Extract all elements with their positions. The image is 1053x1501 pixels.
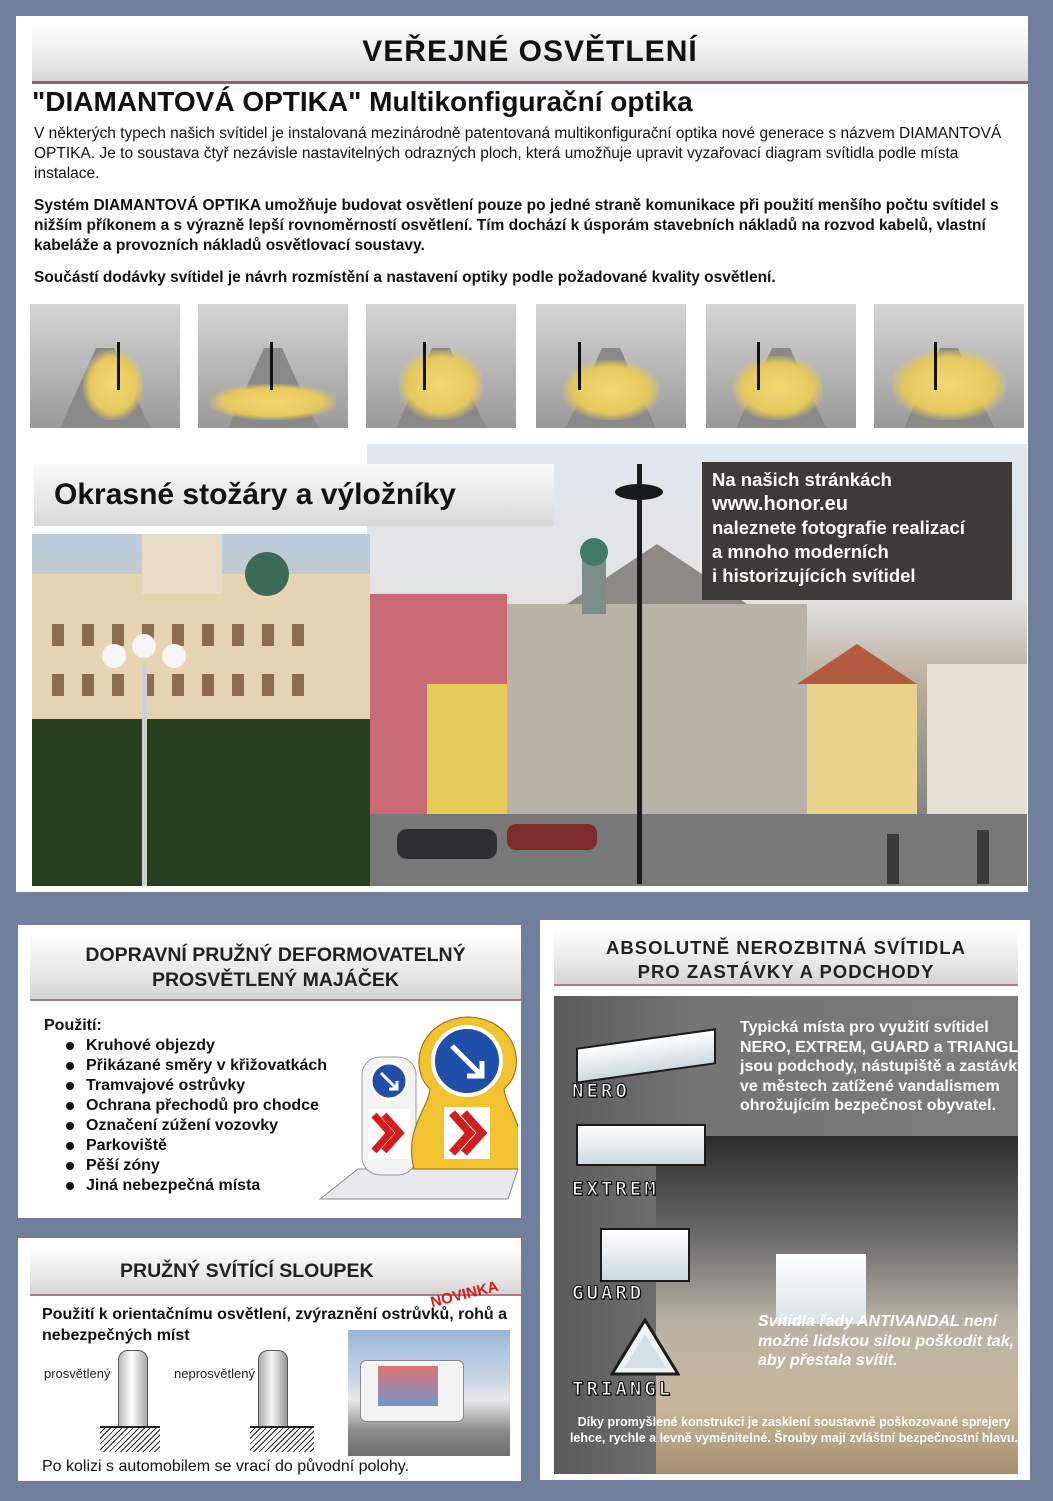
product-nero: NERO <box>572 1080 630 1102</box>
lit-label: prosvětlený <box>44 1366 111 1381</box>
product-extrem: EXTREM <box>572 1178 659 1200</box>
product-guard: GUARD <box>572 1282 645 1304</box>
guard-lamp-icon <box>600 1228 690 1282</box>
vandal-proof-panel <box>540 920 1030 1480</box>
top-panel <box>16 16 1028 892</box>
vandal-proof-heading <box>554 928 1018 986</box>
usage-list <box>66 1036 327 1196</box>
list-item: Pěší zóny <box>66 1156 327 1176</box>
beacon-heading <box>30 933 521 1001</box>
lit-post-ground <box>100 1426 160 1452</box>
list-item: Parkoviště <box>66 1136 327 1156</box>
website-promo-box <box>702 462 1012 600</box>
promo-line-1: Na našich stránkách <box>712 469 892 490</box>
typical-use-text: Typická místa pro využití svítidel NERO, EXTREM, GUARD a TRIANGL jsou podchody, nástupiště a zastávky ve městech zatížené vandalismem ohrožujícím bezpečnost obyvatel. <box>740 1019 1026 1114</box>
extrem-lamp-icon <box>576 1124 706 1166</box>
van-logo <box>378 1366 438 1406</box>
list-item: Přikázané směry v křižovatkách <box>66 1056 327 1076</box>
glazing-text: Díky promyšlené konstrukci je zasklení soustavně poškozované sprejery lehce, rychle a levně vyměnitelné. Šrouby mají zvláštní bezpečnostní hlavu. <box>569 1415 1019 1445</box>
optics-diagram-3 <box>366 304 516 428</box>
unlit-label: neprosvětlený <box>174 1366 255 1381</box>
post-heading <box>30 1246 521 1312</box>
optics-diagram-1 <box>30 304 180 428</box>
website-link[interactable]: www.honor.eu <box>712 493 848 515</box>
post-footer: Po kolizi s automobilem se vrací do původní polohy. <box>42 1458 410 1475</box>
ornamental-lamp-photo <box>32 534 370 886</box>
ornamental-poles-title: Okrasné stožáry a výložníky <box>54 478 456 511</box>
list-item: Tramvajové ostrůvky <box>66 1076 327 1096</box>
vandal-proof-title-line-1: ABSOLUTNĚ NEROZBITNÁ SVÍTIDLA <box>606 937 966 958</box>
ornamental-poles-banner <box>34 464 554 526</box>
post-usage-text: Použití k orientačnímu osvětlení, zvýraznění ostrůvků, rohů a nebezpečných míst <box>42 1306 507 1344</box>
unlit-post-ground <box>250 1426 314 1452</box>
optics-diagram-5 <box>706 304 856 428</box>
usage-label: Použití: <box>44 1017 102 1034</box>
post-panel <box>18 1238 521 1481</box>
van-photo <box>348 1330 510 1456</box>
optics-diagram-6 <box>874 304 1024 428</box>
beacon-title-line-1: DOPRAVNÍ PRUŽNÝ DEFORMOVATELNÝ <box>85 944 466 966</box>
post-title: PRUŽNÝ SVÍTÍCÍ SLOUPEK <box>120 1260 374 1282</box>
promo-line-5: i historizujících svítidel <box>712 565 916 586</box>
antivandal-text: Svítidla řady ANTIVANDAL není možné lidskou silou poškodit tak, aby přestala svítit. <box>758 1313 1015 1369</box>
list-item: Označení zúžení vozovky <box>66 1116 327 1136</box>
optika-intro: V některých typech našich svítidel je instalovaná mezinárodně patentovaná multikonfigurační optika nové generace s názvem DIAMANTOVÁ OPTIKA. Je to soustava čtyř nezávisle nastavitelných odrazných ploch, která umožňuje upravit vyzařovací diagram svítidla podle místa instalace. <box>34 125 1002 182</box>
optika-system: Systém DIAMANTOVÁ OPTIKA umožňuje budovat osvětlení pouze po jedné straně komunikace při použití menšího počtu svítidel s nižším příkonem a s výrazně lepší rovnoměrností osvětlení. Tím dochází k úsporám stavebních nákladů na rozvod kabelů, vlastní kabeláže a provozních nákladů osvětlovací soustavy. <box>34 197 999 254</box>
header-bar <box>32 24 1028 84</box>
vandal-proof-title-line-2: PRO ZASTÁVKY A PODCHODY <box>637 961 935 982</box>
optics-diagram-4 <box>536 304 686 428</box>
optics-diagram-2 <box>198 304 348 428</box>
list-item: Kruhové objezdy <box>66 1036 327 1056</box>
triangl-lamp-icon <box>610 1318 680 1376</box>
ornamental-lamp-illustration <box>32 534 370 886</box>
page-title: VEŘEJNÉ OSVĚTLENÍ <box>362 35 698 68</box>
promo-line-4: a mnoho moderních <box>712 541 889 562</box>
optika-title: "DIAMANTOVÁ OPTIKA" Multikonfigurační optika <box>32 86 693 117</box>
new-badge: NOVINKA <box>428 1277 501 1312</box>
traffic-beacon-illustration <box>318 1009 518 1209</box>
promo-line-3: naleznete fotografie realizací <box>712 517 965 538</box>
beacon-panel <box>18 925 521 1218</box>
list-item: Ochrana přechodů pro chodce <box>66 1096 327 1116</box>
unlit-post <box>258 1350 288 1428</box>
optika-delivery: Součástí dodávky svítidel je návrh rozmístění a nastavení optiky podle požadované kvality osvětlení. <box>34 269 776 286</box>
list-item: Jiná nebezpečná místa <box>66 1176 327 1196</box>
optics-diagrams <box>30 304 1024 428</box>
beacon-title-line-2: PROSVĚTLENÝ MAJÁČEK <box>151 969 400 991</box>
product-triangl: TRIANGL <box>572 1378 674 1400</box>
